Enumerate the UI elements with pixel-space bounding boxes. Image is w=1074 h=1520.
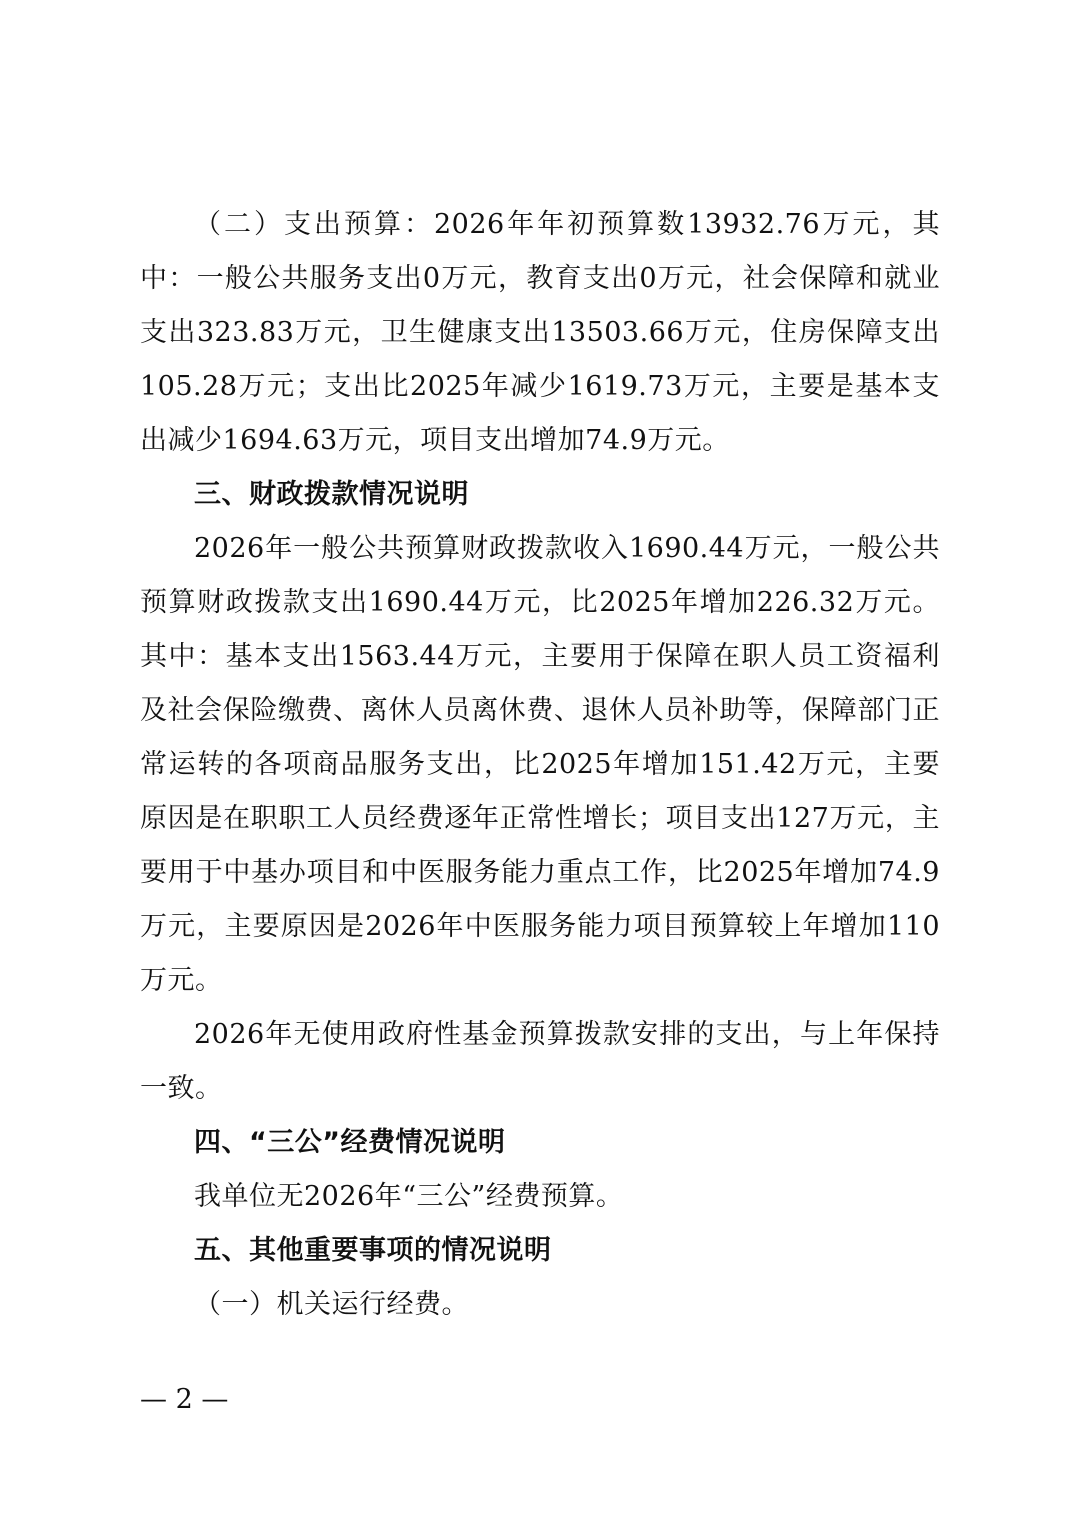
document-body — [140, 198, 940, 1332]
page-number: — 2 — — [140, 1384, 229, 1415]
government-fund-paragraph: 2026年无使用政府性基金预算拨款安排的支出，与上年保持一致。 — [140, 1019, 940, 1104]
section-five-heading: 五、其他重要事项的情况说明 — [194, 1235, 552, 1266]
agency-operation-paragraph: （一）机关运行经费。 — [194, 1289, 469, 1320]
section-four-heading: 四、“三公”经费情况说明 — [194, 1127, 506, 1158]
expenditure-budget-paragraph: （二）支出预算：2026年年初预算数13932.76万元，其中：一般公共服务支出0万元，教育支出0万元，社会保障和就业支出323.83万元，卫生健康支出13503.66万元，住房保障支出105.28万元；支出比2025年减少1619.73万元，主要是基本支出减少1694.63万元，项目支出增加74.9万元。 — [140, 209, 940, 456]
section-three-heading: 三、财政拨款情况说明 — [194, 479, 469, 510]
three-public-paragraph: 我单位无2026年“三公”经费预算。 — [194, 1181, 624, 1212]
fiscal-appropriation-paragraph: 2026年一般公共预算财政拨款收入1690.44万元，一般公共预算财政拨款支出1690.44万元，比2025年增加226.32万元。其中：基本支出1563.44万元，主要用于保障在职人员工资福利及社会保险缴费、离休人员离休费、退休人员补助等，保障部门正常运转的各项商品服务支出，比2025年增加151.42万元，主要原因是在职职工人员经费逐年正常性增长；项目支出127万元，主要用于中基办项目和中医服务能力重点工作，比2025年增加74.9万元，主要原因是2026年中医服务能力项目预算较上年增加110万元。 — [140, 533, 940, 996]
